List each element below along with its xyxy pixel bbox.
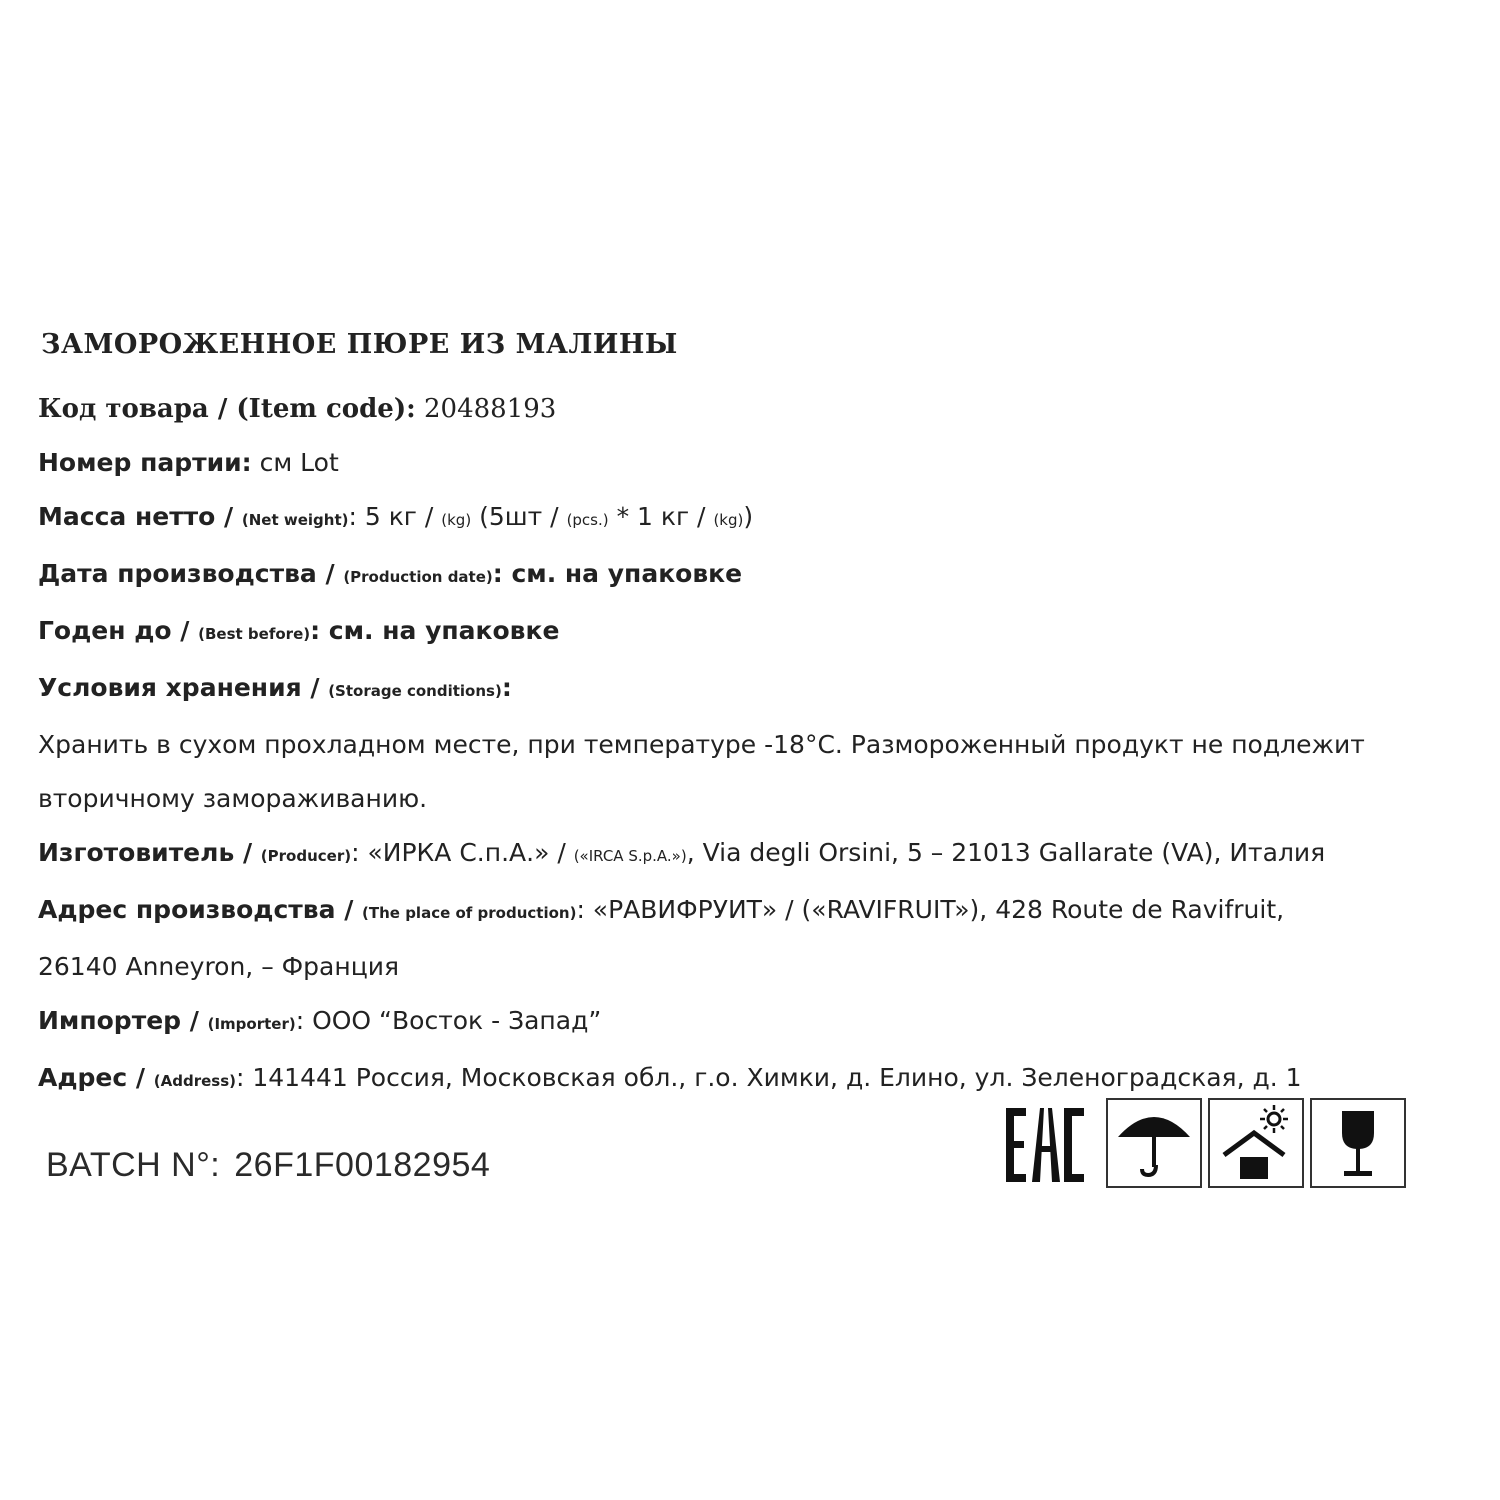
keep-dry-umbrella-icon	[1112, 1103, 1196, 1183]
address-label-en: (Address)	[153, 1072, 236, 1090]
address-value: : 141441 Россия, Московская обл., г.о. Химки, д. Елино, ул. Зеленоградская, д. 1	[235, 1063, 1302, 1092]
lot-value: см Lot	[259, 448, 339, 477]
best-before-value: : см. на упаковке	[310, 616, 560, 645]
address-label: Адрес /	[38, 1063, 154, 1092]
producer-label: Изготовитель /	[38, 838, 261, 867]
net-weight-unit-kg-1: (kg)	[441, 511, 472, 529]
protect-from-heat-box	[1208, 1098, 1304, 1188]
storage-row	[38, 661, 1458, 718]
eac-mark-icon	[1002, 1098, 1088, 1188]
net-weight-label-en: (Net weight)	[241, 511, 349, 529]
net-weight-value-a: : 5 кг /	[348, 502, 442, 531]
protect-from-heat-icon	[1214, 1103, 1298, 1183]
place-of-production-row	[38, 883, 1458, 940]
place-of-production-label-en: (The place of production)	[362, 904, 577, 922]
storage-text-line-2: вторичному замораживанию.	[38, 784, 428, 813]
place-of-production-label: Адрес производства /	[38, 895, 363, 924]
item-code-label: Код товара / (Item code):	[38, 394, 416, 424]
net-weight-unit-pcs: (pcs.)	[566, 511, 609, 529]
producer-value-en: («IRCA S.p.A.»)	[573, 847, 687, 865]
producer-label-en: (Producer)	[260, 847, 352, 865]
net-weight-value-c: * 1 кг /	[608, 502, 714, 531]
lot-row	[38, 436, 1458, 490]
place-of-production-value-line-1: : «РАВИФРУИТ» / («RAVIFRUIT»), 428 Route de Ravifruit,	[576, 895, 1285, 924]
importer-row	[38, 994, 1458, 1051]
net-weight-value-b: (5шт /	[471, 502, 567, 531]
fragile-glass-icon	[1316, 1103, 1400, 1183]
product-label	[38, 326, 1458, 1108]
net-weight-label: Масса нетто /	[38, 502, 242, 531]
best-before-label-en: (Best before)	[198, 625, 311, 643]
storage-colon: :	[501, 673, 512, 702]
producer-row	[38, 826, 1458, 883]
best-before-label: Годен до /	[38, 616, 199, 645]
batch-label: BATCH N°:	[46, 1146, 221, 1184]
net-weight-unit-kg-2: (kg)	[713, 511, 744, 529]
batch-value: 26F1F00182954	[234, 1146, 491, 1184]
batch-number	[46, 1146, 490, 1185]
producer-value-a: : «ИРКА С.п.А.» /	[351, 838, 574, 867]
best-before-row	[38, 604, 1458, 661]
storage-text-line-1: Хранить в сухом прохладном месте, при температуре -18°С. Размороженный продукт не подлежит	[38, 730, 1365, 759]
place-of-production-value-line-2: 26140 Anneyron, – Франция	[38, 952, 400, 981]
keep-dry-box	[1106, 1098, 1202, 1188]
product-title: ЗАМОРОЖЕННОЕ ПЮРЕ ИЗ МАЛИНЫ	[41, 329, 678, 360]
production-date-label-en: (Production date)	[343, 568, 493, 586]
storage-label-en: (Storage conditions)	[328, 682, 502, 700]
producer-value-b: , Via degli Orsini, 5 – 21013 Gallarate (VA), Италия	[686, 838, 1326, 867]
item-code-value: 20488193	[424, 394, 557, 424]
production-date-label: Дата производства /	[38, 559, 344, 588]
fragile-box	[1310, 1098, 1406, 1188]
importer-label: Импортер /	[38, 1006, 208, 1035]
net-weight-row	[38, 490, 1458, 547]
production-date-value: : см. на упаковке	[492, 559, 743, 588]
production-date-row	[38, 547, 1458, 604]
item-code-row	[38, 382, 1458, 436]
lot-label: Номер партии:	[38, 448, 252, 477]
net-weight-value-d: )	[743, 502, 754, 531]
importer-label-en: (Importer)	[207, 1015, 296, 1033]
storage-label: Условия хранения /	[38, 673, 329, 702]
packaging-symbols	[1002, 1098, 1412, 1188]
importer-value: : ООО “Восток - Запад”	[295, 1006, 602, 1035]
